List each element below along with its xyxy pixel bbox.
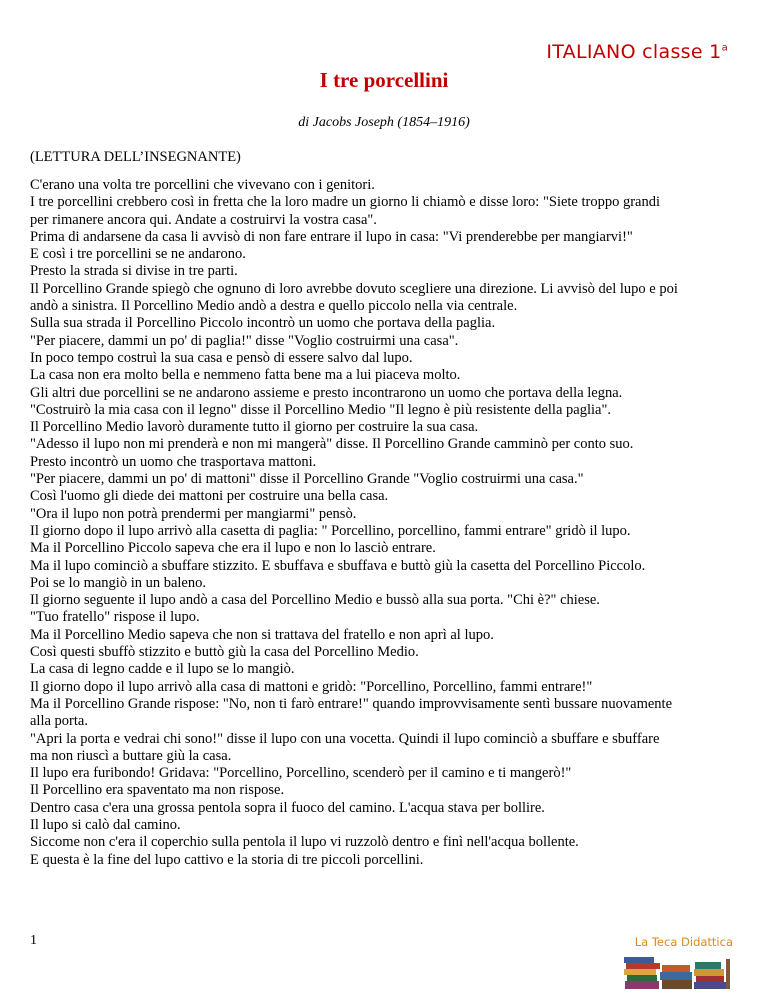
page-number: 1	[30, 933, 37, 948]
story-line: andò a sinistra. Il Porcellino Medio andò a destra e quello piccolo nella via centrale.	[30, 298, 518, 315]
story-line: Siccome non c'era il coperchio sulla pentola il lupo vi ruzzolò dentro e finì nell'acqua bollente.	[30, 834, 579, 851]
story-line: I tre porcellini crebbero così in fretta che la loro madre un giorno li chiamò e disse loro: "Siete troppo grandi	[30, 194, 661, 211]
story-body	[30, 177, 748, 869]
story-line: Il Porcellino Medio lavorò duramente tutto il giorno per costruire la sua casa.	[30, 419, 479, 436]
story-line: Dentro casa c'era una grossa pentola sopra il fuoco del camino. L'acqua stava per bollire.	[30, 799, 545, 816]
reading-note: (LETTURA DELL’INSEGNANTE)	[30, 149, 241, 165]
story-line: Il giorno dopo il lupo arrivò alla casa di mattoni e gridò: "Porcellino, Porcellino, fammi entrare!"	[30, 678, 593, 695]
story-line: "Per piacere, dammi un po' di paglia!" disse "Voglio costruirmi una casa".	[30, 332, 459, 349]
story-author: di Jacobs Joseph (1854–1916)	[298, 115, 470, 130]
story-line: Prima di andarsene da casa li avvisò di non fare entrare il lupo in casa: "Vi prenderebbe per mangiarvi!"	[30, 228, 633, 245]
stacked-books-icon	[622, 956, 734, 990]
story-line: Il lupo si calò dal camino.	[30, 816, 181, 833]
story-line: Gli altri due porcellini se ne andarono assieme e presto incontrarono un uomo che portava della legna.	[30, 384, 623, 401]
story-line: "Ora il lupo non potrà prendermi per mangiarmi" pensò.	[30, 505, 357, 522]
story-line: per rimanere ancora qui. Andate a costruirvi la vostra casa".	[30, 211, 377, 228]
story-line: "Adesso il lupo non mi prenderà e non mi mangerà" disse. Il Porcellino Grande camminò per conto suo.	[30, 436, 634, 453]
subject-header-text: ITALIANO classe 1	[546, 41, 722, 63]
story-line: "Per piacere, dammi un po' di mattoni" disse il Porcellino Grande "Voglio costruirmi una casa."	[30, 471, 584, 488]
story-line: Il Porcellino era spaventato ma non rispose.	[30, 782, 285, 799]
brand-name: La Teca Didattica	[634, 935, 733, 949]
story-line: "Tuo fratello" rispose il lupo.	[30, 609, 200, 626]
story-line: Il giorno seguente il lupo andò a casa del Porcellino Medio e bussò alla sua porta. "Chi è?" chiese.	[30, 592, 600, 609]
story-line: Presto incontrò un uomo che trasportava mattoni.	[30, 453, 317, 470]
story-title: I tre porcellini	[319, 68, 449, 92]
story-line: Sulla sua strada il Porcellino Piccolo incontrò un uomo che portava della paglia.	[30, 315, 496, 332]
story-line: C'erano una volta tre porcellini che vivevano con i genitori.	[30, 177, 375, 193]
story-line: Poi se lo mangiò in un baleno.	[30, 574, 206, 591]
story-line: Ma il Porcellino Grande rispose: "No, non ti farò entrare!" quando improvvisamente sentì bussare nuovamente	[30, 695, 673, 712]
story-line: E così i tre porcellini se ne andarono.	[30, 246, 246, 263]
story-line: La casa di legno cadde e il lupo se lo mangiò.	[30, 661, 295, 678]
story-line: La casa non era molto bella e nemmeno fatta bene ma a lui piaceva molto.	[30, 367, 461, 384]
story-line: Ma il lupo cominciò a sbuffare stizzito. E sbuffava e sbuffava e buttò giù la casetta del Porcellino Piccolo.	[30, 557, 646, 574]
story-line: E questa è la fine del lupo cattivo e la storia di tre piccoli porcellini.	[30, 851, 424, 868]
story-line: Ma il Porcellino Medio sapeva che non si trattava del fratello e non aprì al lupo.	[30, 626, 494, 643]
story-line: alla porta.	[30, 713, 88, 730]
subject-header	[546, 41, 728, 63]
story-line: Il lupo era furibondo! Gridava: "Porcellino, Porcellino, scenderò per il camino e ti mangerò!"	[30, 765, 572, 782]
story-line: Così questi sbuffò stizzito e buttò giù la casa del Porcellino Medio.	[30, 644, 419, 661]
story-line: Il giorno dopo il lupo arrivò alla casetta di paglia: " Porcellino, porcellino, fammi entrare" gridò il lupo.	[30, 522, 631, 539]
story-line: Il Porcellino Grande spiegò che ognuno di loro avrebbe dovuto scegliere una direzione. Li avvisò del lupo e poi	[30, 280, 678, 297]
story-line: "Costruirò la mia casa con il legno" disse il Porcellino Medio "Il legno è più resistente della paglia".	[30, 401, 611, 418]
story-line: ma non riuscì a buttare giù la casa.	[30, 747, 232, 764]
subject-header-superscript: a	[721, 42, 728, 54]
story-line: Ma il Porcellino Piccolo sapeva che era il lupo e non lo lasciò entrare.	[30, 540, 436, 557]
story-line: Presto la strada si divise in tre parti.	[30, 263, 238, 280]
story-line: "Apri la porta e vedrai chi sono!" disse il lupo con una vocetta. Quindi il lupo cominciò a sbuffare e sbuffare	[30, 730, 660, 747]
story-line: In poco tempo costruì la sua casa e pensò di essere salvo dal lupo.	[30, 349, 413, 366]
story-line: Così l'uomo gli diede dei mattoni per costruire una bella casa.	[30, 488, 389, 505]
